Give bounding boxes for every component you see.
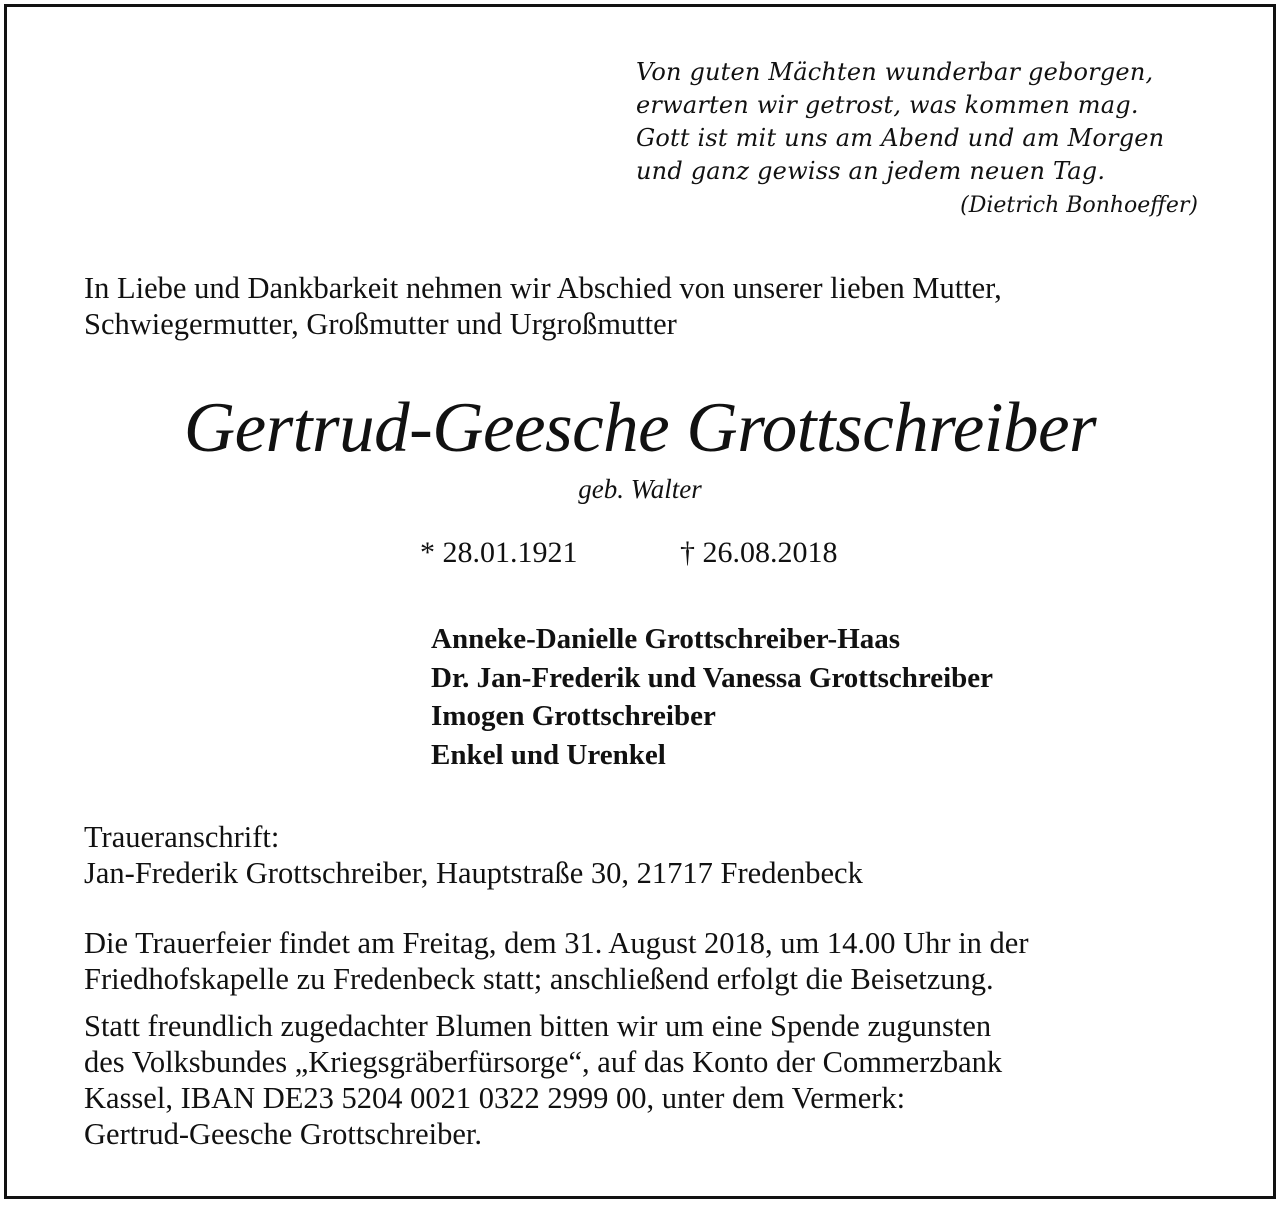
intro-line: In Liebe und Dankbarkeit nehmen wir Abschied von unserer lieben Mutter, bbox=[84, 271, 1002, 305]
poem-line: Von guten Mächten wunderbar geborgen, bbox=[636, 58, 1154, 86]
poem-line: Gott ist mit uns am Abend und am Morgen bbox=[636, 124, 1165, 152]
intro-line: Schwiegermutter, Großmutter und Urgroßmutter bbox=[84, 307, 677, 341]
intro-text bbox=[84, 270, 1204, 342]
ceremony-line: Friedhofskapelle zu Fredenbeck statt; anschließend erfolgt die Beisetzung. bbox=[84, 962, 994, 996]
deceased-name: Gertrud-Geesche Grottschreiber bbox=[183, 389, 1097, 467]
poem-attribution: (Dietrich Bonhoeffer) bbox=[960, 193, 1198, 218]
address-value: Jan-Frederik Grottschreiber, Hauptstraße 30, 21717 Fredenbeck bbox=[84, 856, 863, 890]
donation-request-text bbox=[84, 1008, 1002, 1152]
mourner-name: Enkel und Urenkel bbox=[431, 738, 666, 771]
mourner-name: Anneke-Danielle Grottschreiber-Haas bbox=[431, 623, 901, 655]
birth-date: * 28.01.1921 bbox=[420, 536, 578, 569]
address-label: Traueranschrift: bbox=[84, 820, 280, 854]
death-date: † 26.08.2018 bbox=[680, 536, 838, 569]
donation-line: Gertrud-Geesche Grottschreiber. bbox=[84, 1117, 483, 1151]
donation-line: Statt freundlich zugedachter Blumen bitten wir um eine Spende zugunsten bbox=[84, 1009, 992, 1043]
mourner-name: Dr. Jan-Frederik und Vanessa Grottschreiber bbox=[431, 661, 994, 694]
mourners-list bbox=[431, 620, 993, 774]
mourner-name: Imogen Grottschreiber bbox=[431, 700, 716, 732]
maiden-name: geb. Walter bbox=[578, 474, 702, 504]
poem-line: erwarten wir getrost, was kommen mag. bbox=[636, 91, 1139, 119]
funeral-ceremony-text bbox=[84, 925, 1029, 997]
poem-line: und ganz gewiss an jedem neuen Tag. bbox=[636, 157, 1106, 185]
mourning-address bbox=[84, 819, 863, 891]
poem-quote bbox=[636, 56, 1198, 188]
donation-line: des Volksbundes „Kriegsgräberfürsorge“, auf das Konto der Commerzbank bbox=[84, 1045, 1003, 1079]
donation-line: Kassel, IBAN DE23 5204 0021 0322 2999 00, unter dem Vermerk: bbox=[84, 1081, 906, 1115]
ceremony-line: Die Trauerfeier findet am Freitag, dem 31. August 2018, um 14.00 Uhr in der bbox=[84, 926, 1029, 960]
